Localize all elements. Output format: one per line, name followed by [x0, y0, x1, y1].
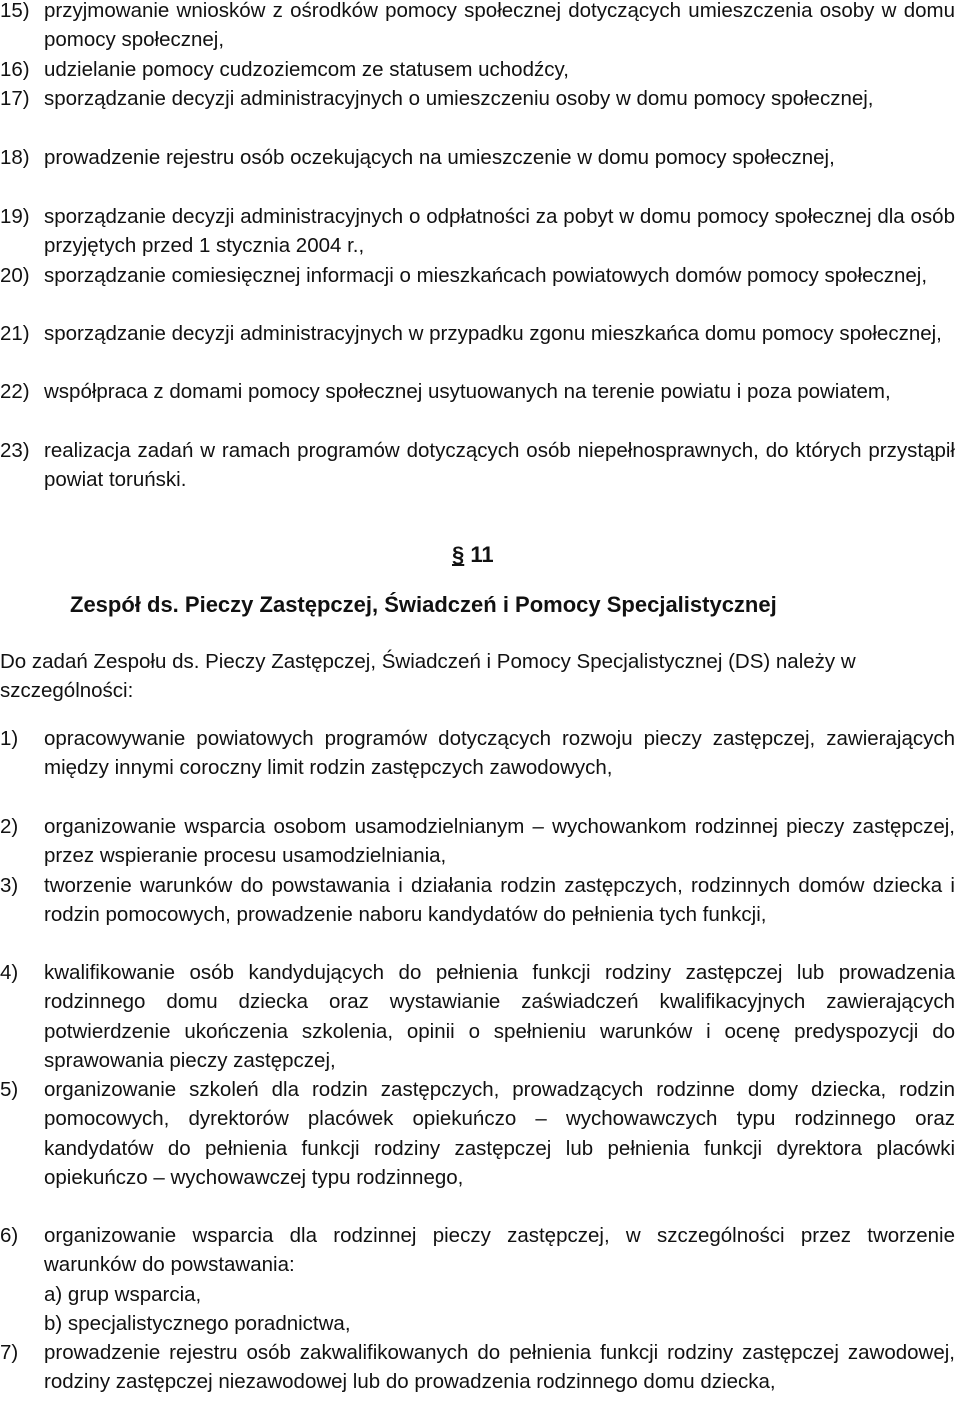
- item-number: 16): [0, 58, 30, 81]
- item-number: 5): [0, 1078, 19, 1101]
- list-item: [0, 143, 955, 172]
- section-intro: Do zadań Zespołu ds. Pieczy Zastępczej, Świadczeń i Pomocy Specjalistycznej (DS) należy w szczególności:: [0, 650, 856, 703]
- item-text: organizowanie wsparcia dla rodzinnej pieczy zastępczej, w szczególności przez tworzenie warunków do powstawania:: [44, 1224, 955, 1277]
- item-number: 15): [0, 0, 30, 22]
- section-heading: Zespół ds. Pieczy Zastępczej, Świadczeń i Pomocy Specjalistycznej: [70, 592, 777, 617]
- list-item: [0, 1075, 955, 1192]
- item-text: organizowanie szkoleń dla rodzin zastępczych, prowadzących rodzinne domy dziecka, rodzin pomocowych, dyrektorów placówek opiekuńczo – wychowawczych typu rodzinnego oraz kandydatów do pełnienia funkcji rodziny zastępczej lub pełnienia funkcji dyrektora placówki opiekuńczo – wychowawczej typu rodzinnego,: [44, 1078, 955, 1189]
- item-number: 21): [0, 322, 30, 345]
- item-text: przyjmowanie wniosków z ośrodków pomocy społecznej dotyczących umieszczenia osoby w domu pomocy społecznej,: [44, 0, 955, 52]
- section-marker: [452, 542, 494, 568]
- item-text: udzielanie pomocy cudzoziemcom ze statusem uchodźcy,: [44, 58, 569, 81]
- list-item: [0, 0, 955, 55]
- list-item: [0, 261, 955, 290]
- item-text: opracowywanie powiatowych programów dotyczących rozwoju pieczy zastępczej, zawierających między innymi coroczny limit rodzin zastępczych zawodowych,: [44, 727, 955, 780]
- item-text: sporządzanie decyzji administracyjnych o odpłatności za pobyt w domu pomocy społecznej dla osób przyjętych przed 1 stycznia 2004 r.,: [44, 205, 955, 258]
- list-item: [0, 1338, 955, 1397]
- item-text: kwalifikowanie osób kandydujących do pełnienia funkcji rodziny zastępczej lub prowadzenia rodzinnego domu dziecka oraz wystawianie zaświadczeń kwalifikacyjnych zawierających potwierdzenie ukończenia szkolenia, opinii o spełnieniu warunków i ocenę predyspozycji do sprawowania pieczy zastępczej,: [44, 961, 955, 1072]
- item-number: 22): [0, 380, 30, 403]
- sub-item: b) specjalistycznego poradnictwa,: [44, 1312, 351, 1335]
- list-item: [0, 436, 955, 495]
- item-number: 7): [0, 1341, 19, 1364]
- sub-item: a) grup wsparcia,: [44, 1283, 202, 1306]
- item-number: 18): [0, 146, 30, 169]
- item-text: sporządzanie comiesięcznej informacji o mieszkańcach powiatowych domów pomocy społecznej,: [44, 264, 928, 287]
- list-item: [0, 55, 955, 84]
- item-number: 4): [0, 961, 19, 984]
- paragraph-symbol: §: [452, 542, 465, 567]
- item-text: sporządzanie decyzji administracyjnych w przypadku zgonu mieszkańca domu pomocy społecznej,: [44, 322, 942, 345]
- item-text: prowadzenie rejestru osób zakwalifikowanych do pełnienia funkcji rodziny zastępczej zawodowej, rodziny zastępczej niezawodowej lub do prowadzenia rodzinnego domu dziecka,: [44, 1341, 955, 1394]
- list-item: [0, 1221, 955, 1280]
- list-item: [0, 812, 955, 871]
- item-text: organizowanie wsparcia osobom usamodzielnianym – wychowankom rodzinnej pieczy zastępczej, przez wspieranie procesu usamodzielniania,: [44, 815, 955, 868]
- list-item: [0, 319, 955, 348]
- list-item: [0, 871, 955, 930]
- item-number: 17): [0, 87, 30, 110]
- item-number: 2): [0, 815, 19, 838]
- list-item: [0, 724, 955, 783]
- list-item: [0, 377, 955, 406]
- item-number: 3): [0, 874, 19, 897]
- item-number: 23): [0, 439, 30, 462]
- list-item: [0, 958, 955, 1075]
- item-text: współpraca z domami pomocy społecznej usytuowanych na terenie powiatu i poza powiatem,: [44, 380, 891, 403]
- item-number: 6): [0, 1224, 19, 1247]
- item-number: 19): [0, 205, 30, 228]
- list-item: [0, 202, 955, 261]
- item-text: prowadzenie rejestru osób oczekujących na umieszczenie w domu pomocy społecznej,: [44, 146, 835, 169]
- item-text: sporządzanie decyzji administracyjnych o umieszczeniu osoby w domu pomocy społecznej,: [44, 87, 874, 110]
- list-item: [0, 84, 955, 113]
- item-text: realizacja zadań w ramach programów dotyczących osób niepełnosprawnych, do których przystąpił powiat toruński.: [44, 439, 955, 492]
- section-number: 11: [470, 542, 494, 567]
- item-number: 1): [0, 727, 19, 750]
- item-number: 20): [0, 264, 30, 287]
- item-text: tworzenie warunków do powstawania i działania rodzin zastępczych, rodzinnych domów dziecka i rodzin pomocowych, prowadzenie naboru kandydatów do pełnienia tych funkcji,: [44, 874, 955, 927]
